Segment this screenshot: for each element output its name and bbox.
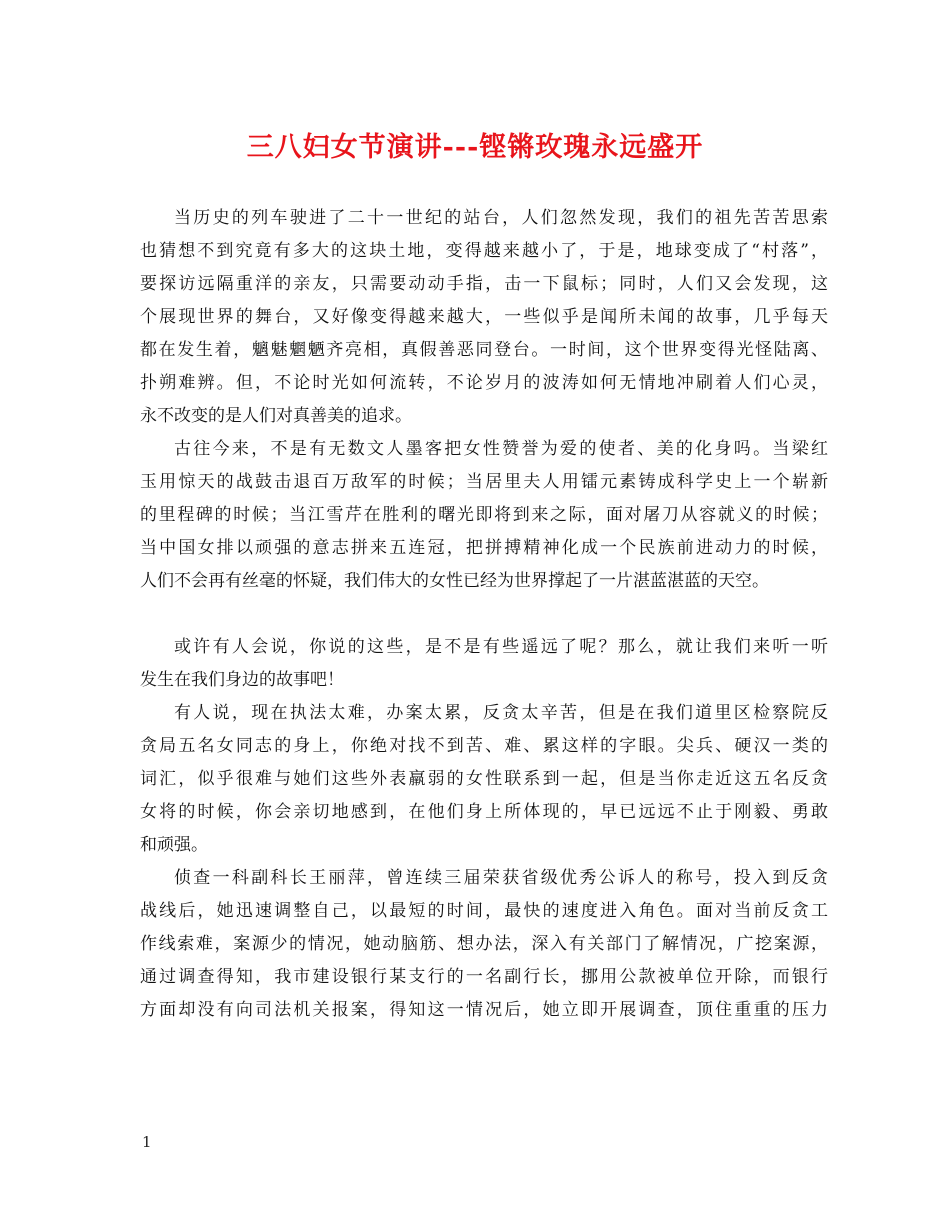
text-line: 发生在我们身边的故事吧！	[140, 670, 344, 690]
text-line: 有人说，现在执法太难，办案太累，反贪太辛苦，但是在我们道里区检察院反	[174, 703, 828, 723]
text-line: 女将的时候，你会亲切地感到，在他们身上所体现的，早已远远不止于刚毅、勇敢	[140, 802, 828, 822]
text-line: 玉用惊天的战鼓击退百万敌军的时候；当居里夫人用镭元素铸成科学史上一个崭新	[140, 472, 828, 492]
text-line: 扑朔难辨。但，不论时光如何流转，不论岁月的波涛如何无情地冲刷着人们心灵，	[140, 373, 828, 393]
paragraph	[140, 697, 828, 862]
text-line: 通过调查得知，我市建设银行某支行的一名副行长，挪用公款被单位开除，而银行	[140, 967, 828, 987]
text-line: 侦查一科副科长王丽萍，曾连续三届荣获省级优秀公诉人的称号，投入到反贪	[174, 868, 828, 888]
paragraph-spacer	[140, 598, 828, 631]
text-line: 当中国女排以顽强的意志拼来五连冠，把拼搏精神化成一个民族前进动力的时候，	[140, 538, 828, 558]
text-line: 的里程碑的时候；当江雪芹在胜利的曙光即将到来之际，面对屠刀从容就义的时候；	[140, 505, 828, 525]
text-line: 方面却没有向司法机关报案，得知这一情况后，她立即开展调查，顶住重重的压力	[140, 1000, 828, 1020]
text-line: 和顽强。	[140, 835, 208, 855]
text-line: 个展现世界的舞台，又好像变得越来越大，一些似乎是闻所未闻的故事，几乎每天	[140, 307, 828, 327]
paragraph	[140, 433, 828, 598]
text-line: 也猜想不到究竟有多大的这块土地，变得越来越小了，于是，地球变成了“村落”，	[140, 241, 828, 261]
text-line: 当历史的列车驶进了二十一世纪的站台，人们忽然发现，我们的祖先苦苦思索	[174, 208, 828, 228]
text-line: 都在发生着，魑魅魍魉齐亮相，真假善恶同登台。一时间，这个世界变得光怪陆离、	[140, 340, 828, 360]
text-line: 永不改变的是人们对真善美的追求。	[140, 406, 412, 426]
text-line: 人们不会再有丝毫的怀疑，我们伟大的女性已经为世界撑起了一片湛蓝湛蓝的天空。	[140, 571, 769, 591]
text-line: 要探访远隔重洋的亲友，只需要动动手指，击一下鼠标；同时，人们又会发现，这	[140, 274, 828, 294]
text-line: 战线后，她迅速调整自己，以最短的时间，最快的速度进入角色。面对当前反贪工	[140, 901, 828, 921]
page-number: 1	[142, 1133, 152, 1151]
document-body	[140, 202, 828, 1027]
paragraph	[140, 862, 828, 1027]
text-line: 或许有人会说，你说的这些，是不是有些遥远了呢？那么，就让我们来听一听	[174, 637, 828, 657]
document-title: 三八妇女节演讲---铿锵玫瑰永远盛开	[246, 132, 704, 163]
paragraph	[140, 202, 828, 433]
text-line: 作线索难，案源少的情况，她动脑筋、想办法，深入有关部门了解情况，广挖案源，	[140, 934, 828, 954]
text-line: 词汇，似乎很难与她们这些外表羸弱的女性联系到一起，但是当你走近这五名反贪	[140, 769, 828, 789]
text-line: 古往今来，不是有无数文人墨客把女性赞誉为爱的使者、美的化身吗。当梁红	[174, 439, 828, 459]
text-line: 贪局五名女同志的身上，你绝对找不到苦、难、累这样的字眼。尖兵、硬汉一类的	[140, 736, 828, 756]
paragraph	[140, 631, 828, 697]
